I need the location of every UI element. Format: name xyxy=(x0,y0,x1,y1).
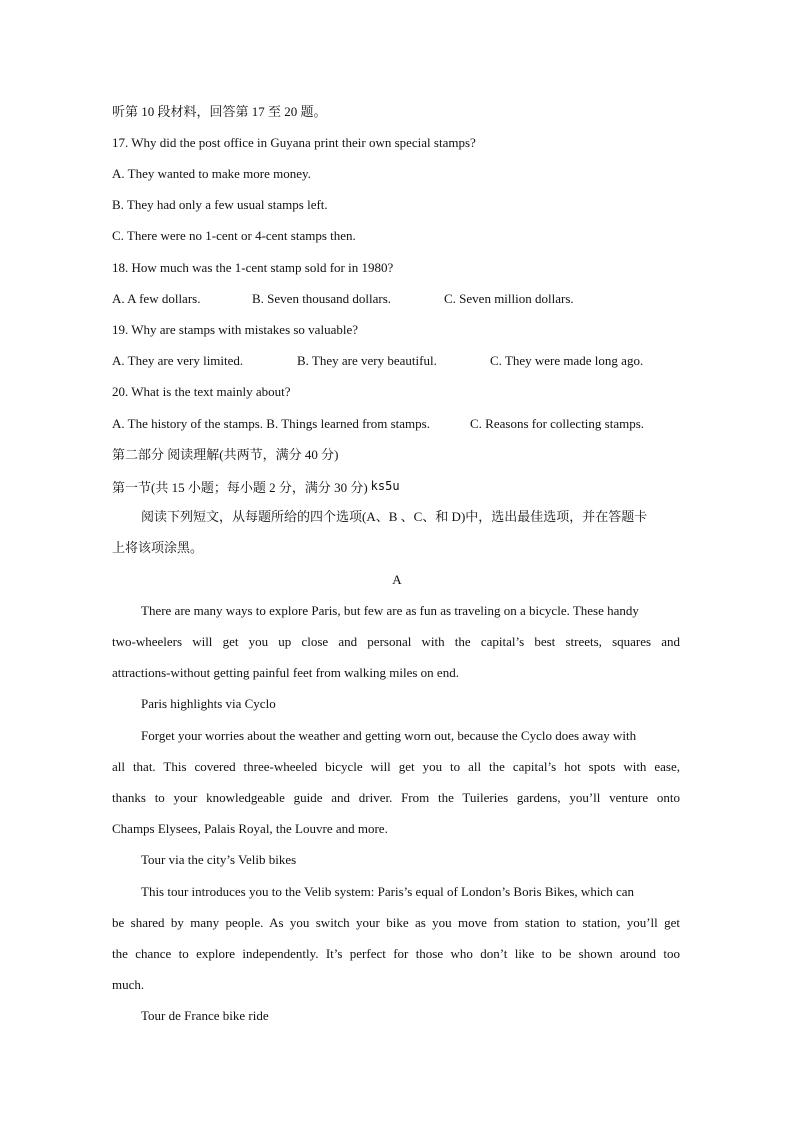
passage-label: A xyxy=(392,572,402,587)
passage-p1-line-2: two-wheelers will get you up close and personal with the capital’s best streets, squares and xyxy=(112,634,680,649)
passage-p2-line-2: all that. This covered three-wheeled bicycle will get you to all the capital’s hot spots with ease, xyxy=(112,759,680,774)
instructions-line-2: 上将该项涂黑。 xyxy=(112,540,204,555)
question-19-option-a: A. They are very limited. xyxy=(112,353,244,368)
passage-heading-cyclo: Paris highlights via Cyclo xyxy=(141,696,276,711)
question-18-option-b: B. Seven thousand dollars. xyxy=(252,291,392,306)
question-17-stem: 17. Why did the post office in Guyana print their own special stamps? xyxy=(112,135,476,150)
passage-p3-line-3: the chance to explore independently. It’s perfect for those who don’t like to be shown around too xyxy=(112,946,680,961)
passage-heading-tour-de-france: Tour de France bike ride xyxy=(141,1008,269,1023)
question-17-option-b: B. They had only a few usual stamps left. xyxy=(112,197,328,212)
question-17-option-a: A. They wanted to make more money. xyxy=(112,166,311,181)
question-18-option-c: C. Seven million dollars. xyxy=(444,291,574,306)
listening-intro: 听第 10 段材料，回答第 17 至 20 题。 xyxy=(112,104,327,119)
instructions-line-1: 阅读下列短文，从每题所给的四个选项(A、B 、C、和 D)中，选出最佳选项，并在答题卡 xyxy=(141,509,648,524)
passage-p1-line-3: attractions-without getting painful feet from walking miles on end. xyxy=(112,665,459,680)
question-18-option-a: A. A few dollars. xyxy=(112,291,201,306)
passage-p3-line-4: much. xyxy=(112,977,145,992)
section1-title-row xyxy=(112,478,400,496)
question-19-option-b: B. They are very beautiful. xyxy=(297,353,437,368)
section1-title: 第一节(共 15 小题；每小题 2 分，满分 30 分) xyxy=(112,480,368,495)
passage-p3-line-1: This tour introduces you to the Velib system: Paris’s equal of London’s Boris Bikes, which can xyxy=(141,884,634,899)
passage-p2-line-1: Forget your worries about the weather and getting worn out, because the Cyclo does away with xyxy=(141,728,637,743)
passage-heading-velib: Tour via the city’s Velib bikes xyxy=(141,852,297,867)
part2-title: 第二部分 阅读理解(共两节，满分 40 分) xyxy=(112,447,339,462)
passage-p1-line-1: There are many ways to explore Paris, but few are as fun as traveling on a bicycle. These handy xyxy=(141,603,639,618)
question-19-stem: 19. Why are stamps with mistakes so valuable? xyxy=(112,322,358,337)
section1-mark: ks5u xyxy=(370,479,400,493)
passage-p2-line-4: Champs Elysees, Palais Royal, the Louvre and more. xyxy=(112,821,388,836)
question-17-option-c: C. There were no 1-cent or 4-cent stamps then. xyxy=(112,228,356,243)
question-20-option-ab: A. The history of the stamps. B. Things learned from stamps. xyxy=(112,416,430,431)
question-20-option-c: C. Reasons for collecting stamps. xyxy=(470,416,645,431)
question-19-option-c: C. They were made long ago. xyxy=(490,353,644,368)
passage-p3-line-2: be shared by many people. As you switch your bike as you move from station to station, you’ll get xyxy=(112,915,680,930)
question-18-stem: 18. How much was the 1-cent stamp sold for in 1980? xyxy=(112,260,394,275)
question-20-stem: 20. What is the text mainly about? xyxy=(112,384,291,399)
passage-p2-line-3: thanks to your knowledgeable guide and driver. From the Tuileries gardens, you’ll venture onto xyxy=(112,790,680,805)
